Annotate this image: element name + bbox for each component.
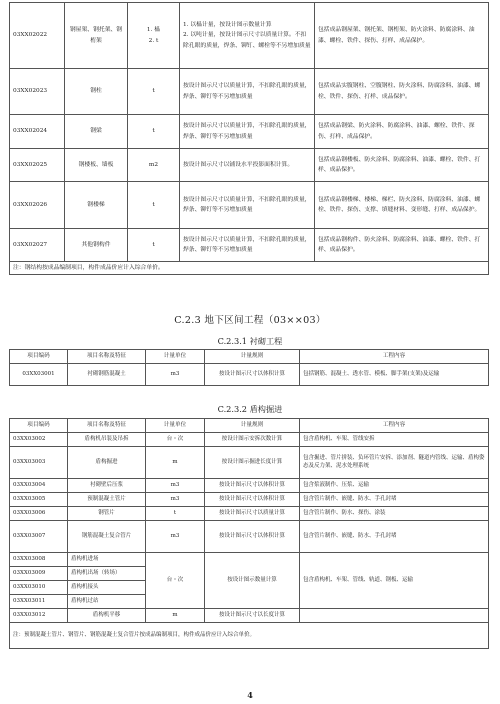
- item-unit: m3: [146, 493, 205, 507]
- item-rule: 按设计图示尺寸以铺设水平投影面积计算。: [180, 149, 315, 182]
- item-name: 预制混凝土管片: [68, 493, 146, 507]
- item-rule: 按设计图示掘进长度计算: [205, 447, 300, 479]
- item-work: 包含掘进、管片拼装、负环管片安拆、添加剂、隧道内管线、运输、盾构姿态及反力架、泥水处理系统: [300, 447, 489, 479]
- column-header: 项目编码: [10, 350, 68, 364]
- item-unit: t: [128, 182, 180, 229]
- item-name: 衬砌钢筋混凝土: [68, 364, 146, 386]
- item-unit: t: [128, 69, 180, 115]
- item-work: [300, 609, 489, 623]
- table-row: [10, 609, 489, 623]
- item-name: 钢屋架、钢托架、钢桁架: [65, 3, 128, 69]
- table-row: [10, 149, 489, 182]
- item-name: 衬砌壁后压浆: [68, 479, 146, 493]
- item-work: 包括成品钢构件、防火涂料、防腐涂料、油漆、螺栓、铁件、打样、成品保护。: [315, 229, 489, 262]
- item-unit: 1. 榀 2. t: [128, 3, 180, 69]
- table-row: [10, 69, 489, 115]
- table-header-row: [10, 350, 489, 364]
- steel-structure-table-continued: [9, 2, 489, 275]
- table-row: [10, 182, 489, 229]
- table-row: [10, 3, 489, 69]
- page-number: 4: [247, 690, 253, 700]
- item-work: 包括成品钢楼板、防火涂料、防腐涂料、油漆、螺栓、铁件、打样、成品保护。: [315, 149, 489, 182]
- item-name: 盾构机过站: [68, 595, 146, 609]
- column-header: 工程内容: [300, 419, 489, 433]
- item-code: 03XX03003: [10, 447, 68, 479]
- table-note: 注：钢结构按成品编制项目，构件成品价应计入综合单价。: [10, 262, 489, 275]
- item-code: 03XX03001: [10, 364, 68, 386]
- item-rule: 按设计图示尺寸以体积计算: [205, 479, 300, 493]
- item-name: 其他钢构件: [65, 229, 128, 262]
- item-unit: m3: [146, 479, 205, 493]
- table-row: [10, 479, 489, 493]
- item-work: 包括成品钢屋架、钢托架、钢桁架、防火涂料、防腐涂料、油漆、螺栓、铁件、探伤、打样、成品保护。: [315, 3, 489, 69]
- item-work: 包含盾构机、车架、管线安拆: [300, 433, 489, 447]
- item-rule: 按设计图示尺寸以质量计算，不扣除孔眼的质量，焊条、铆钉等不另增加质量: [180, 182, 315, 229]
- table-row: [10, 507, 489, 521]
- table-row: [10, 433, 489, 447]
- item-code: 03XX02024: [10, 115, 65, 149]
- item-code: 03XX03005: [10, 493, 68, 507]
- item-name: 盾构机接头: [68, 581, 146, 595]
- column-header: 工程内容: [300, 350, 489, 364]
- item-code: 03XX03012: [10, 609, 68, 623]
- item-rule: 按设计图示安拆次数计算: [205, 433, 300, 447]
- item-work: 包含管片制作、嵌缝、防水、手孔封堵: [300, 521, 489, 553]
- item-work: 包括钢筋、混凝土、透水管、模板、脚手架(支架)及运输: [300, 364, 489, 386]
- table-note: 注：预制混凝土管片、钢管片、钢筋混凝土复合管片按成品编制项目，构件成品价应计入综合单价。: [10, 623, 489, 649]
- item-rule: 按设计图示尺寸以体积计算: [205, 364, 300, 386]
- item-unit: m3: [146, 364, 205, 386]
- item-work: 包括成品钢楼梯、楼梯、梯栏、防火涂料、防腐涂料、油漆、螺栓、铁件、探伤、支撑、填缝材料、变形缝、打样、成品保护。: [315, 182, 489, 229]
- item-name: 盾构掘进: [68, 447, 146, 479]
- item-name: 钢筋混凝土复合管片: [68, 521, 146, 553]
- item-unit: m3: [146, 521, 205, 553]
- item-name: 钢梁: [65, 115, 128, 149]
- item-code: 03XX03011: [10, 595, 68, 609]
- group-unit: 台・次: [146, 553, 205, 609]
- item-unit: t: [128, 229, 180, 262]
- subsection-title-shield: C.2.3.2 盾构掘进: [217, 404, 283, 414]
- column-header: 项目名称及特征: [68, 350, 146, 364]
- item-unit: m: [146, 447, 205, 479]
- item-name: 盾构机出场（转场）: [68, 567, 146, 581]
- table-row: [10, 553, 489, 567]
- item-code: 03XX03010: [10, 581, 68, 595]
- item-rule: 按设计图示尺寸以质量计算: [205, 507, 300, 521]
- item-rule: 按设计图示尺寸以体积计算: [205, 493, 300, 507]
- item-work: 包含浆液制作、压浆、运输: [300, 479, 489, 493]
- item-code: 03XX03004: [10, 479, 68, 493]
- item-code: 03XX03006: [10, 507, 68, 521]
- item-rule: 按设计图示尺寸以体积计算: [205, 521, 300, 553]
- table-note-row: [10, 262, 489, 275]
- item-code: 03XX02025: [10, 149, 65, 182]
- item-rule: 按设计图示尺寸以长度计算: [205, 609, 300, 623]
- shield-tunneling-table: [9, 418, 489, 649]
- column-header: 项目编码: [10, 419, 68, 433]
- table-header-row: [10, 419, 489, 433]
- item-code: 03XX03009: [10, 567, 68, 581]
- item-code: 03XX02022: [10, 3, 65, 69]
- item-unit: t: [128, 115, 180, 149]
- item-name: 钢楼板、墙板: [65, 149, 128, 182]
- table-row: [10, 447, 489, 479]
- table-row: [10, 115, 489, 149]
- item-code: 03XX03002: [10, 433, 68, 447]
- column-header: 项目名称及特征: [68, 419, 146, 433]
- item-name: 盾构机进场: [68, 553, 146, 567]
- item-code: 03XX02027: [10, 229, 65, 262]
- group-rule: 按设计图示数量计算: [205, 553, 300, 609]
- table-row: [10, 364, 489, 386]
- item-code: 03XX03007: [10, 521, 68, 553]
- item-name: 钢柱: [65, 69, 128, 115]
- item-code: 03XX02023: [10, 69, 65, 115]
- column-header: 计量单位: [146, 419, 205, 433]
- item-work: 包含管片制作、嵌缝、防水、手孔封堵: [300, 493, 489, 507]
- item-rule: 按设计图示尺寸以质量计算，不扣除孔眼的质量，焊条、铆钉等不另增加质量: [180, 69, 315, 115]
- item-work: 包括成品钢梁、防火涂料、防腐涂料、油漆、螺栓、铁件、探伤、打样、成品保护。: [315, 115, 489, 149]
- item-code: 03XX03008: [10, 553, 68, 567]
- item-work: 包括成品实腹钢柱、空腹钢柱、防火涂料、防腐涂料、油漆、螺栓、铁件、探伤、打样、成品保护。: [315, 69, 489, 115]
- item-name: 钢管片: [68, 507, 146, 521]
- table-row: [10, 521, 489, 553]
- column-header: 计量规则: [205, 350, 300, 364]
- table-note-row: [10, 623, 489, 649]
- table-row: [10, 229, 489, 262]
- group-work: 包含盾构机、车架、管线、轨道、钢板、运输: [300, 553, 489, 609]
- item-work: 包含管片制作、防水、探伤、涂装: [300, 507, 489, 521]
- item-name: 盾构机平移: [68, 609, 146, 623]
- item-unit: t: [146, 507, 205, 521]
- table-row: [10, 493, 489, 507]
- item-name: 盾构机吊装及吊拆: [68, 433, 146, 447]
- item-code: 03XX02026: [10, 182, 65, 229]
- column-header: 计量单位: [146, 350, 205, 364]
- column-header: 计量规则: [205, 419, 300, 433]
- item-unit: 台・次: [146, 433, 205, 447]
- section-title: C.2.3 地下区间工程（03××03）: [174, 315, 326, 326]
- item-rule: 1. 以榀计量，按设计图示数量计算 2. 以吨计量，按设计图示尺寸以质量计算。不扣除孔眼的质量，焊条、铆钉、螺栓等不另增加质量: [180, 3, 315, 69]
- item-unit: m2: [128, 149, 180, 182]
- item-rule: 按设计图示尺寸以质量计算，不扣除孔眼的质量，焊条、铆钉等不另增加质量: [180, 229, 315, 262]
- item-rule: 按设计图示尺寸以质量计算，不扣除孔眼的质量，焊条、铆钉等不另增加质量: [180, 115, 315, 149]
- subsection-title-lining: C.2.3.1 衬砌工程: [217, 336, 283, 346]
- lining-table: [9, 349, 489, 386]
- item-unit: m: [146, 609, 205, 623]
- item-name: 钢楼梯: [65, 182, 128, 229]
